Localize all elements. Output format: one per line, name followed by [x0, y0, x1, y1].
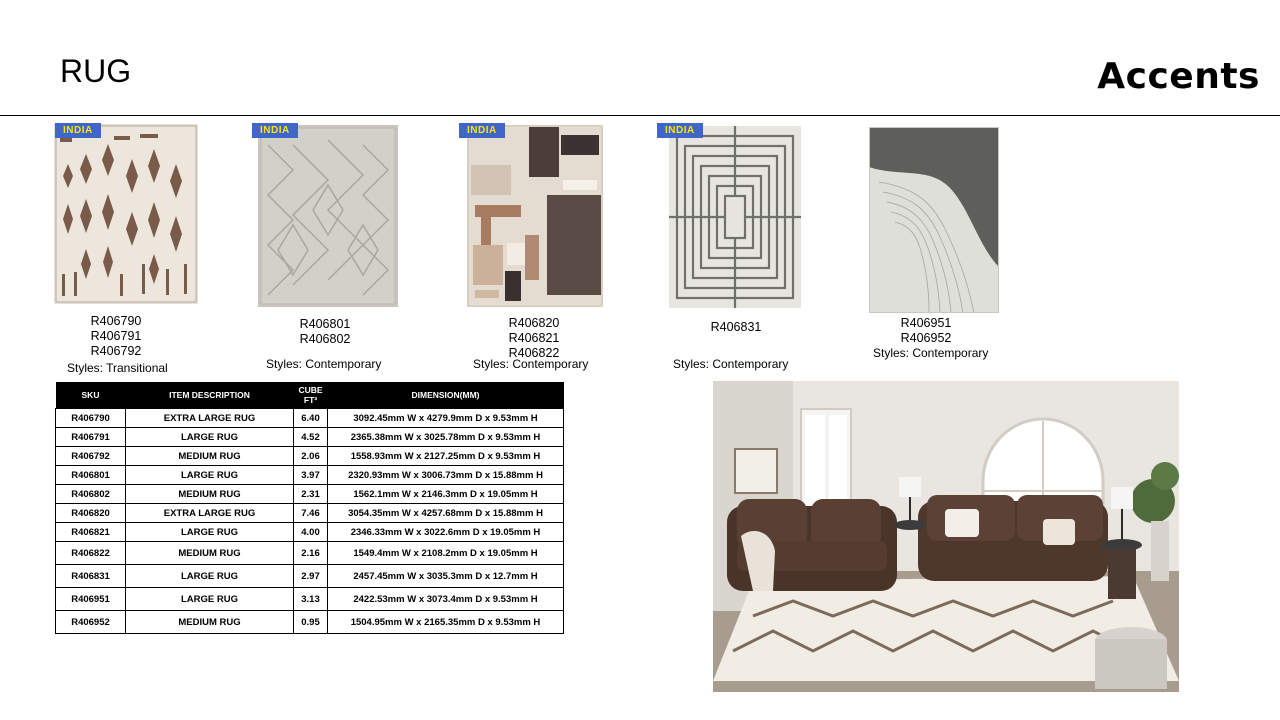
cell-sku: R406792 — [56, 447, 126, 466]
cell-cube: 3.13 — [294, 588, 328, 611]
cell-sku: R406952 — [56, 611, 126, 634]
cell-desc: LARGE RUG — [126, 588, 294, 611]
cell-sku: R406790 — [56, 409, 126, 428]
table-row — [56, 504, 564, 523]
cell-cube: 0.95 — [294, 611, 328, 634]
rug-sku-list — [66, 314, 166, 359]
cell-dim: 2346.33mm W x 3022.6mm D x 19.05mm H — [328, 523, 564, 542]
rug-sku-list — [484, 316, 584, 361]
rug-style: Styles: Transitional — [67, 361, 168, 375]
rug-image-contemporary-grey — [258, 125, 398, 307]
cell-dim: 3054.35mm W x 4257.68mm D x 15.88mm H — [328, 504, 564, 523]
table-row — [56, 523, 564, 542]
rug-sku-list — [876, 316, 976, 346]
origin-badge: INDIA — [252, 123, 298, 138]
cell-desc: LARGE RUG — [126, 523, 294, 542]
cell-dim: 1558.93mm W x 2127.25mm D x 9.53mm H — [328, 447, 564, 466]
cell-sku: R406821 — [56, 523, 126, 542]
rug-image-contemporary-maze — [669, 126, 801, 308]
brand-logo: Accents — [1097, 56, 1260, 97]
cell-dim: 1549.4mm W x 2108.2mm D x 19.05mm H — [328, 542, 564, 565]
table-row — [56, 588, 564, 611]
cell-sku: R406820 — [56, 504, 126, 523]
rug-style: Styles: Contemporary — [266, 357, 382, 371]
rug-style: Styles: Contemporary — [873, 346, 989, 360]
cube-unit: FT³ — [303, 395, 318, 405]
cell-desc: MEDIUM RUG — [126, 611, 294, 634]
table-row — [56, 447, 564, 466]
sku-label: R406790 — [90, 314, 142, 328]
col-header-cube — [294, 382, 328, 409]
spec-table — [55, 382, 564, 634]
table-row — [56, 485, 564, 504]
cell-dim: 1504.95mm W x 2165.35mm D x 9.53mm H — [328, 611, 564, 634]
table-row — [56, 542, 564, 565]
sku-label: R406791 — [90, 329, 142, 343]
cell-desc: MEDIUM RUG — [126, 485, 294, 504]
cell-cube: 2.97 — [294, 565, 328, 588]
col-header-description: ITEM DESCRIPTION — [126, 382, 294, 409]
sku-label: R406801 — [299, 317, 351, 331]
cell-sku: R406831 — [56, 565, 126, 588]
table-row — [56, 466, 564, 485]
cell-cube: 7.46 — [294, 504, 328, 523]
rug-image-contemporary-waves — [869, 127, 999, 313]
page-title: RUG — [60, 53, 132, 89]
cell-sku: R406822 — [56, 542, 126, 565]
sku-label: R406831 — [710, 320, 762, 334]
cell-desc: EXTRA LARGE RUG — [126, 409, 294, 428]
sku-label: R406822 — [508, 346, 560, 360]
cell-cube: 2.06 — [294, 447, 328, 466]
cell-cube: 2.16 — [294, 542, 328, 565]
table-row — [56, 409, 564, 428]
cell-cube: 6.40 — [294, 409, 328, 428]
spec-table-body — [56, 409, 564, 634]
cell-desc: MEDIUM RUG — [126, 447, 294, 466]
origin-badge: INDIA — [459, 123, 505, 138]
cell-cube: 3.97 — [294, 466, 328, 485]
cell-desc: LARGE RUG — [126, 565, 294, 588]
sku-label: R406820 — [508, 316, 560, 330]
table-row — [56, 611, 564, 634]
header-divider — [0, 115, 1280, 116]
cube-label: CUBE — [298, 385, 323, 395]
cell-dim: 2457.45mm W x 3035.3mm D x 12.7mm H — [328, 565, 564, 588]
cell-desc: MEDIUM RUG — [126, 542, 294, 565]
cell-dim: 2422.53mm W x 3073.4mm D x 9.53mm H — [328, 588, 564, 611]
rug-style: Styles: Contemporary — [673, 357, 789, 371]
cell-desc: LARGE RUG — [126, 428, 294, 447]
cell-sku: R406802 — [56, 485, 126, 504]
cell-desc: EXTRA LARGE RUG — [126, 504, 294, 523]
rug-image-contemporary-abstract — [467, 125, 603, 307]
cell-dim: 1562.1mm W x 2146.3mm D x 19.05mm H — [328, 485, 564, 504]
cell-cube: 4.00 — [294, 523, 328, 542]
origin-badge: INDIA — [657, 123, 703, 138]
sku-label: R406802 — [299, 332, 351, 346]
sku-label: R406952 — [900, 331, 952, 345]
sku-label: R406951 — [900, 316, 952, 330]
cell-sku: R406801 — [56, 466, 126, 485]
sku-label: R406792 — [90, 344, 142, 358]
rug-style: Styles: Contemporary — [473, 357, 589, 371]
sku-label: R406821 — [508, 331, 560, 345]
rug-sku-list — [686, 320, 786, 335]
table-header-row — [56, 382, 564, 409]
table-row — [56, 565, 564, 588]
col-header-sku: SKU — [56, 382, 126, 409]
rug-sku-list — [275, 317, 375, 347]
origin-badge: INDIA — [55, 123, 101, 138]
room-scene-image — [713, 381, 1179, 692]
col-header-dimension: DIMENSION(MM) — [328, 382, 564, 409]
cell-sku: R406951 — [56, 588, 126, 611]
rug-image-transitional — [54, 124, 198, 304]
table-row — [56, 428, 564, 447]
cell-desc: LARGE RUG — [126, 466, 294, 485]
cell-dim: 2365.38mm W x 3025.78mm D x 9.53mm H — [328, 428, 564, 447]
cell-cube: 2.31 — [294, 485, 328, 504]
cell-cube: 4.52 — [294, 428, 328, 447]
cell-dim: 3092.45mm W x 4279.9mm D x 9.53mm H — [328, 409, 564, 428]
cell-dim: 2320.93mm W x 3006.73mm D x 15.88mm H — [328, 466, 564, 485]
cell-sku: R406791 — [56, 428, 126, 447]
